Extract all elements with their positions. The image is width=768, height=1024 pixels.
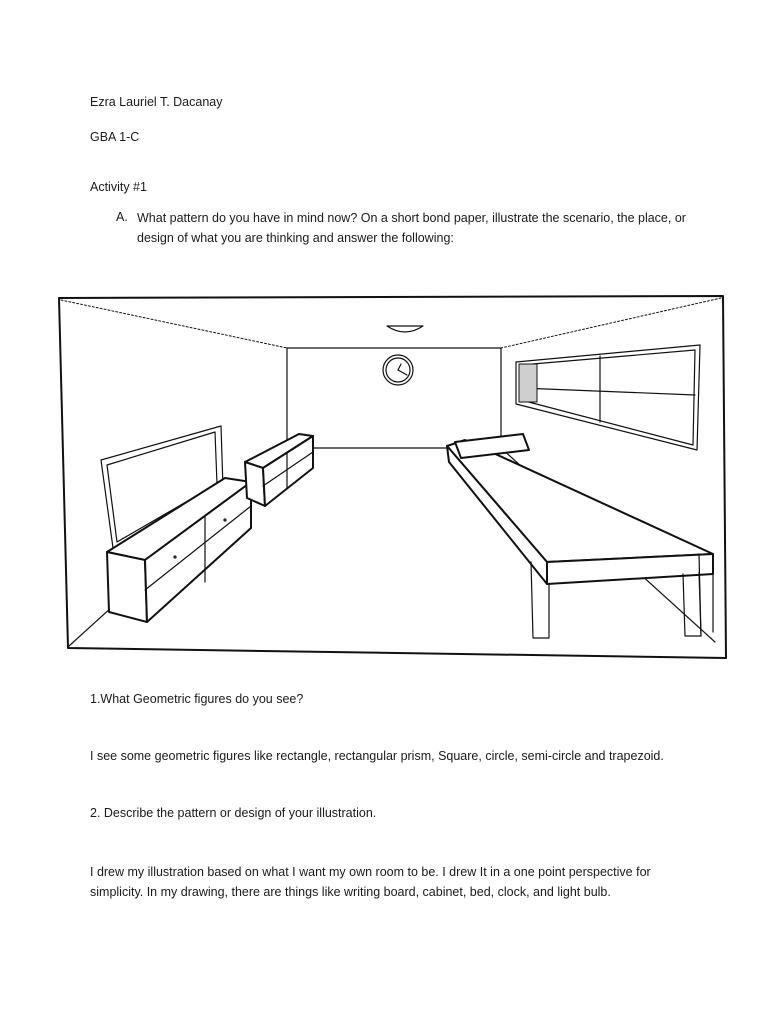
clock-icon (383, 355, 413, 385)
back-cabinet-icon (245, 434, 313, 506)
item-instruction: What pattern do you have in mind now? On a short bond paper, illustrate the scenario, the place, or design of what you are thinking and answer the following: (137, 211, 686, 245)
back-wall (287, 348, 501, 448)
question-2: 2. Describe the pattern or design of your illustration. (90, 806, 377, 820)
answer-2: I drew my illustration based on what I want my own room to be. I drew It in a one point perspective for simplicity. In my drawing, there are things like writing board, cabinet, bed, clock, and light bulb. (90, 865, 651, 899)
light-bulb-icon (387, 326, 423, 332)
activity-title: Activity #1 (90, 180, 147, 194)
student-section: GBA 1-C (90, 130, 140, 144)
ceiling-line-right (501, 298, 721, 348)
bed-icon (447, 434, 713, 638)
left-cabinet-icon (107, 478, 251, 622)
room-drawing-svg (55, 292, 730, 664)
question-1: 1.What Geometric figures do you see? (90, 692, 304, 706)
student-name: Ezra Lauriel T. Dacanay (90, 95, 223, 109)
ceiling-line-left (61, 300, 287, 348)
item-marker: A. (116, 210, 128, 224)
window-icon (516, 345, 700, 450)
answer-1: I see some geometric figures like rectangle, rectangular prism, Square, circle, semi-circle and trapezoid. (90, 749, 664, 763)
room-illustration (55, 292, 730, 664)
